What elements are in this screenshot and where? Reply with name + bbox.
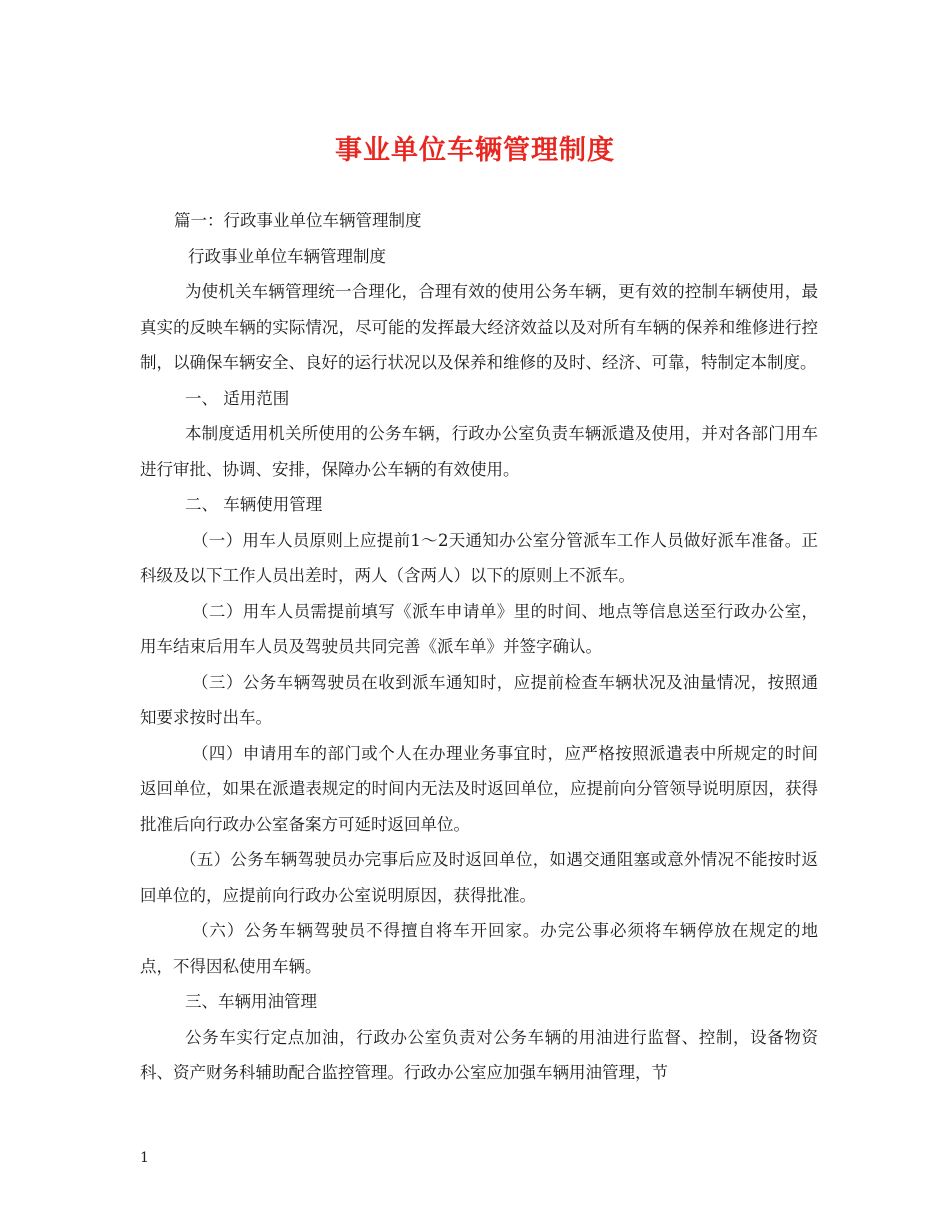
paragraph-intro: 为使机关车辆管理统一合理化，合理有效的使用公务车辆，更有效的控制车辆使用，最真实的反映车辆的实际情况，尽可能的发挥最大经济效益以及对所有车辆的保养和维修进行控制，以确保车辆安全、良好的运行状况以及保养和维修的及时、经济、可靠，特制定本制度。 — [140, 282, 818, 372]
section-heading-usage: 二、 车辆使用管理 — [185, 495, 323, 514]
document-title: 事业单位车辆管理制度 — [335, 135, 615, 166]
paragraph-scope: 本制度适用机关所使用的公务车辆，行政办公室负责车辆派遣及使用，并对各部门用车进行审批、协调、安排，保障办公车辆的有效使用。 — [140, 424, 818, 479]
page-number: 1 — [140, 1150, 149, 1166]
paragraph-usage-4: （四）申请用车的部门或个人在办理业务事宜时，应严格按照派遣表中所规定的时间返回单位，如果在派遣表规定的时间内无法及时返回单位，应提前向分管领导说明原因，获得批准后向行政办公室备案方可延时返回单位。 — [140, 743, 818, 834]
paragraph-usage-1: （一）用车人员原则上应提前1～2天通知办公室分管派车工作人员做好派车准备。正科级及以下工作人员出差时，两人（含两人）以下的原则上不派车。 — [140, 530, 818, 585]
document-body — [140, 203, 818, 1091]
section-heading-scope: 一、 适用范围 — [185, 388, 290, 408]
section-heading-part-one: 篇一：行政事业单位车辆管理制度 — [174, 211, 422, 230]
paragraph-usage-5: （五）公务车辆驾驶员办完事后应及时返回单位，如遇交通阻塞或意外情况不能按时返回单位的，应提前向行政办公室说明原因，获得批准。 — [140, 850, 818, 905]
paragraph-usage-3: （三）公务车辆驾驶员在收到派车通知时，应提前检查车辆状况及油量情况，按照通知要求按时出车。 — [140, 672, 818, 727]
subtitle-line: 行政事业单位车辆管理制度 — [188, 246, 386, 266]
section-heading-fuel: 三、车辆用油管理 — [185, 992, 317, 1011]
paragraph-usage-6: （六）公务车辆驾驶员不得擅自将车开回家。办完公事必须将车辆停放在规定的地点，不得因私使用车辆。 — [140, 921, 818, 976]
paragraph-fuel: 公务车实行定点加油，行政办公室负责对公务车辆的用油进行监督、控制，设备物资科、资产财务科辅助配合监控管理。行政办公室应加强车辆用油管理，节 — [140, 1027, 818, 1082]
paragraph-usage-2: （二）用车人员需提前填写《派车申请单》里的时间、地点等信息送至行政办公室，用车结束后用车人员及驾驶员共同完善《派车单》并签字确认。 — [140, 601, 818, 656]
